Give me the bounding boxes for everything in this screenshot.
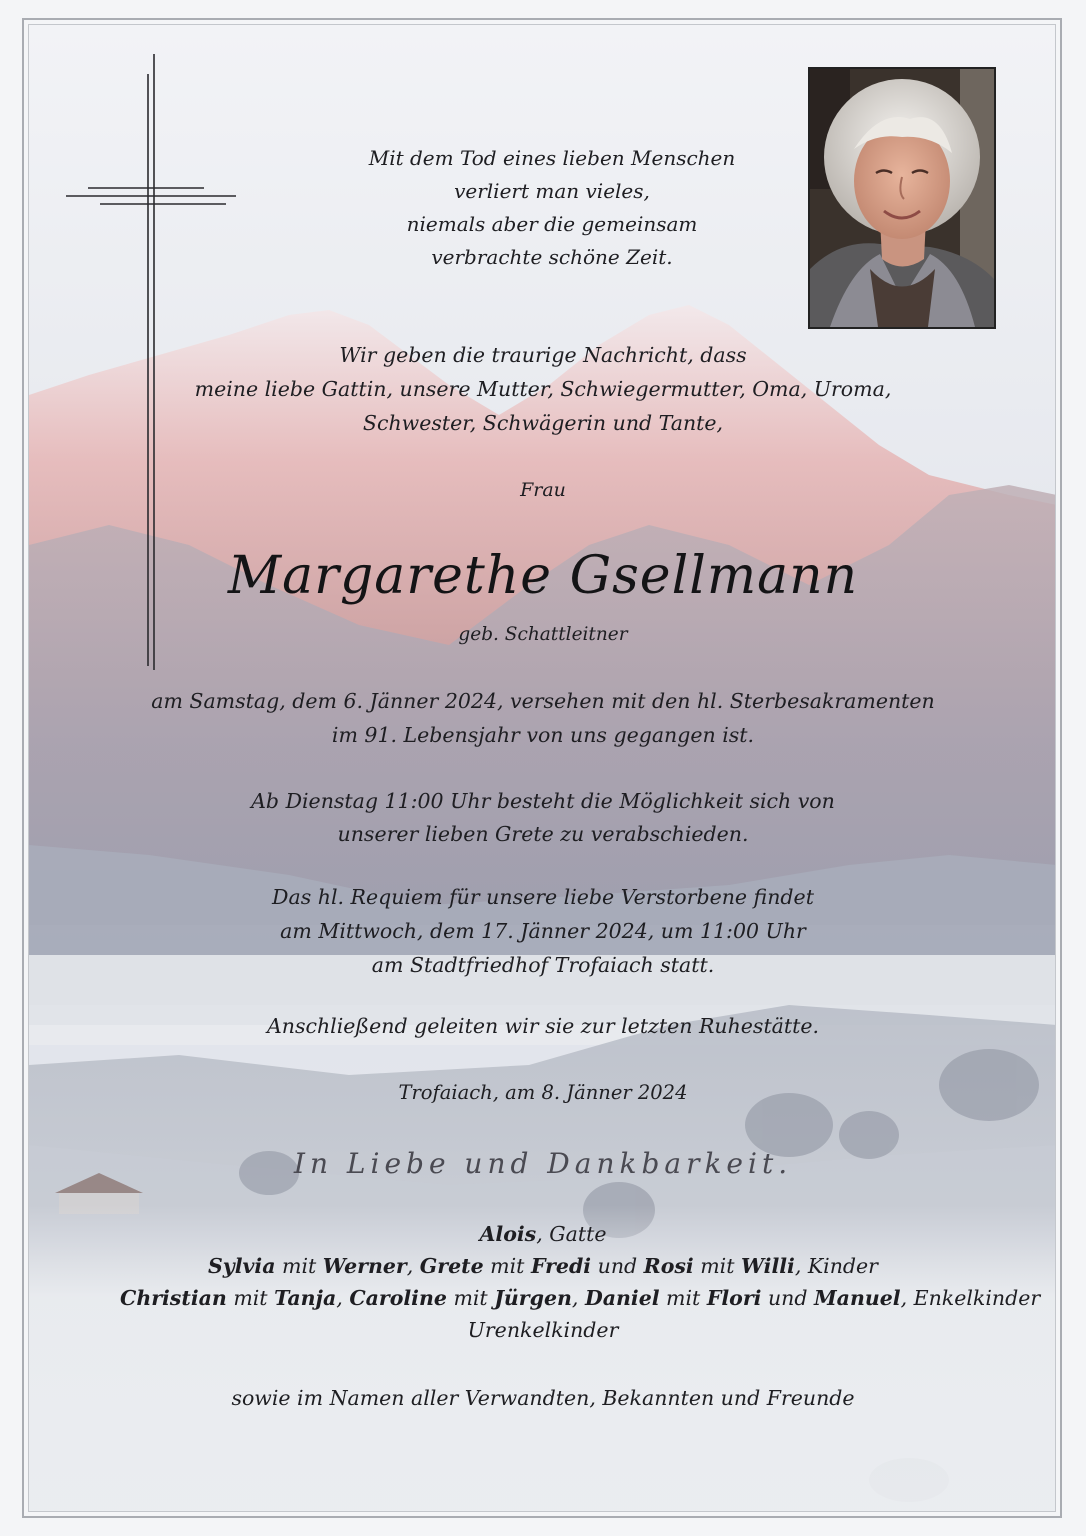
- requiem-line: Das hl. Requiem für unsere liebe Verstorbene findet: [272, 885, 814, 909]
- place-and-date: Trofaiach, am 8. Jänner 2024: [398, 1081, 688, 1104]
- connector-text: mit: [659, 1286, 707, 1310]
- mourner-name: Werner: [322, 1254, 407, 1278]
- opening-quote: [232, 142, 872, 274]
- death-notice-line: am Samstag, dem 6. Jänner 2024, versehen mit den hl. Sterbesakramenten: [151, 689, 935, 713]
- announcement-line: Schwester, Schwägerin und Tante,: [362, 411, 724, 435]
- viewing-line: unserer lieben Grete zu verabschieden.: [337, 822, 749, 846]
- mourner-name: Caroline: [349, 1286, 447, 1310]
- connector-text: mit: [483, 1254, 531, 1278]
- mourner-name: Jürgen: [494, 1286, 572, 1310]
- connector-text: mit: [275, 1254, 323, 1278]
- quote-line: verliert man vieles,: [454, 179, 650, 203]
- mourner-name: Sylvia: [208, 1254, 276, 1278]
- quote-line: niemals aber die gemeinsam: [406, 212, 698, 236]
- requiem-line: am Mittwoch, dem 17. Jänner 2024, um 11:00 Uhr: [280, 919, 806, 943]
- requiem-line: am Stadtfriedhof Trofaiach statt.: [371, 953, 715, 977]
- quote-line: verbrachte schöne Zeit.: [431, 245, 673, 269]
- mourner-name: Christian: [120, 1286, 227, 1310]
- connector-text: ,: [406, 1254, 420, 1278]
- spouse-line: [120, 1218, 966, 1250]
- connector-text: mit: [693, 1254, 741, 1278]
- mourner-name: Daniel: [584, 1286, 660, 1310]
- mourner-role: , Gatte: [536, 1222, 607, 1246]
- mourner-name: Tanja: [274, 1286, 337, 1310]
- closing-phrase: In Liebe und Dankbarkeit.: [293, 1147, 793, 1180]
- announcement: [120, 338, 966, 440]
- connector-text: ,: [336, 1286, 350, 1310]
- connector-text: ,: [571, 1286, 585, 1310]
- announcement-line: Wir geben die traurige Nachricht, dass: [339, 343, 747, 367]
- connector-text: , Kinder: [794, 1254, 878, 1278]
- birth-name: geb. Schattleitner: [458, 624, 628, 645]
- mourner-name: Alois: [479, 1222, 537, 1246]
- quote-line: Mit dem Tod eines lieben Menschen: [368, 146, 736, 170]
- mourner-name: Flori: [706, 1286, 762, 1310]
- mourner-name: Fredi: [530, 1254, 592, 1278]
- deceased-name: Margarethe Gsellmann: [227, 546, 859, 606]
- connector-text: und: [591, 1254, 644, 1278]
- announcement-line: meine liebe Gattin, unsere Mutter, Schwiegermutter, Oma, Uroma,: [194, 377, 892, 401]
- connector-text: mit: [226, 1286, 275, 1310]
- grandchildren-line: [120, 1282, 1041, 1314]
- connector-text: und: [761, 1286, 814, 1310]
- connector-text: , Enkelkinder: [900, 1286, 1041, 1310]
- mourners-list: [120, 1218, 1041, 1346]
- great-grandchildren-line: Urenkelkinder: [467, 1318, 619, 1342]
- children-line: [120, 1250, 966, 1282]
- mourner-name: Willi: [741, 1254, 795, 1278]
- burial-info: Anschließend geleiten wir sie zur letzten Ruhestätte.: [266, 1014, 820, 1038]
- death-notice: [120, 684, 966, 752]
- mourner-name: Grete: [419, 1254, 484, 1278]
- mourner-name: Manuel: [813, 1286, 901, 1310]
- viewing-info: [120, 785, 966, 851]
- viewing-line: Ab Dienstag 11:00 Uhr besteht die Möglichkeit sich von: [251, 789, 835, 813]
- connector-text: mit: [446, 1286, 495, 1310]
- mourner-name: Rosi: [643, 1254, 694, 1278]
- on-behalf-of-relatives: sowie im Namen aller Verwandten, Bekannten und Freunde: [231, 1386, 855, 1410]
- requiem-info: [120, 880, 966, 982]
- salutation: Frau: [520, 479, 566, 501]
- death-notice-line: im 91. Lebensjahr von uns gegangen ist.: [331, 723, 755, 747]
